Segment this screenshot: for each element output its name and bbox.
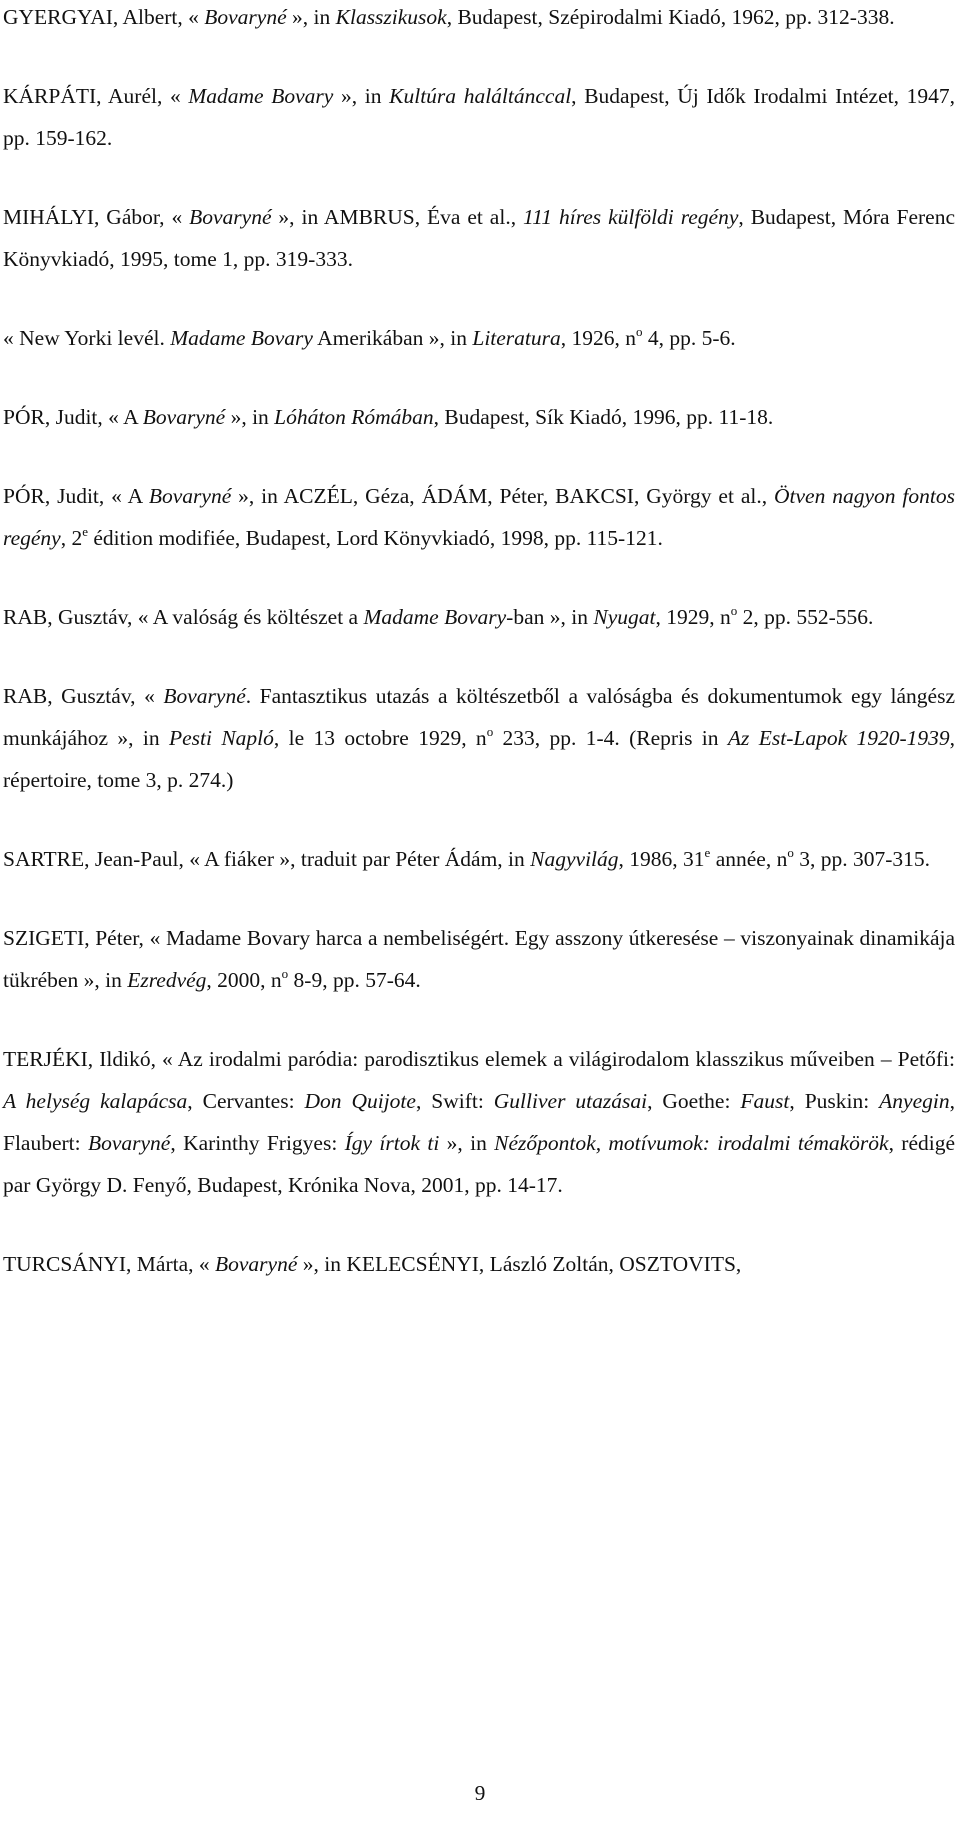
- entry-text: GYERGYAI, Albert, «: [3, 5, 205, 29]
- entry-text: , 1986, 31: [618, 847, 705, 871]
- superscript-text: o: [486, 724, 494, 739]
- entry-text: , rédigé par György D. Fenyő, Budapest, Krónika Nova, 2001, pp. 14-17.: [3, 1131, 956, 1197]
- entry-text: KÁRPÁTI, Aurél, «: [3, 84, 189, 108]
- entry-text: , Karinthy Frigyes:: [170, 1131, 345, 1155]
- italic-title: Nyugat: [593, 605, 656, 629]
- entry-text: , 2000, n: [206, 968, 282, 992]
- entry-text: « New Yorki levél.: [3, 326, 171, 350]
- italic-title: Pesti Napló: [169, 726, 274, 750]
- italic-title: A helység kalapácsa: [3, 1089, 188, 1113]
- italic-title: Nagyvilág: [530, 847, 619, 871]
- entry-text: TERJÉKI, Ildikó, « Az irodalmi paródia: parodisztikus elemek a világirodalom klasszikus műveiben – Petőfi:: [3, 1047, 955, 1071]
- entry-text: », in: [225, 405, 275, 429]
- italic-title: Bovaryné: [163, 684, 246, 708]
- italic-title: Bovaryné: [204, 5, 287, 29]
- bibliography-entry: [3, 75, 955, 159]
- italic-title: Klasszikusok: [335, 5, 447, 29]
- italic-title: Literatura: [472, 326, 561, 350]
- bibliography-entry: [3, 396, 955, 438]
- entry-text: , le 13 octobre 1929, n: [273, 726, 487, 750]
- entry-text: RAB, Gusztáv, « A valóság és költészet a: [3, 605, 364, 629]
- entry-text: , 1926, n: [560, 326, 637, 350]
- italic-title: Bovaryné: [148, 484, 232, 508]
- bibliography-entry: [3, 917, 955, 1001]
- entry-text: . Fantasztikus utazás a költészetből a valóságba és dokumentumok egy lángész munkájához », in: [3, 684, 955, 750]
- bibliography-entry: [3, 317, 955, 359]
- bibliography-entry: [3, 596, 955, 638]
- bibliography-entry: [3, 196, 955, 280]
- superscript-text: o: [787, 845, 794, 860]
- italic-title: Madame Bovary: [363, 605, 507, 629]
- italic-title: Így írtok ti: [344, 1131, 440, 1155]
- page-number: 9: [474, 1781, 486, 1805]
- entry-text: PÓR, Judit, « A: [3, 484, 149, 508]
- entry-text: -ban », in: [506, 605, 594, 629]
- superscript-text: e: [704, 845, 711, 860]
- entry-text: 8-9, pp. 57-64.: [288, 968, 421, 992]
- italic-title: Bovaryné: [87, 1131, 171, 1155]
- entry-text: 3, pp. 307-315.: [793, 847, 930, 871]
- italic-title: 111 híres külföldi regény: [523, 205, 739, 229]
- superscript-text: o: [636, 324, 643, 339]
- bibliography-entry: [3, 0, 955, 38]
- bibliography-entry: [3, 675, 955, 801]
- entry-text: », in KELECSÉNYI, László Zoltán, OSZTOVITS,: [297, 1252, 742, 1276]
- bibliography-list: [3, 0, 955, 1322]
- entry-text: , Goethe:: [647, 1089, 741, 1113]
- superscript-text: e: [82, 524, 88, 539]
- entry-text: , Swift:: [415, 1089, 494, 1113]
- bibliography-entry: [3, 1038, 955, 1206]
- entry-text: , Budapest, Móra Ferenc Könyvkiadó, 1995, tome 1, pp. 319-333.: [3, 205, 955, 271]
- italic-title: Kultúra haláltánccal: [389, 84, 572, 108]
- italic-title: Nézőpontok, motívumok: irodalmi témakörök: [494, 1131, 889, 1155]
- italic-title: Madame Bovary: [170, 326, 313, 350]
- italic-title: Faust: [740, 1089, 790, 1113]
- entry-text: TURCSÁNYI, Márta, «: [3, 1252, 215, 1276]
- italic-title: Gulliver utazásai: [493, 1089, 648, 1113]
- entry-text: MIHÁLYI, Gábor, «: [3, 205, 190, 229]
- entry-text: », in: [333, 84, 390, 108]
- italic-title: Az Est-Lapok 1920-1939: [727, 726, 950, 750]
- italic-title: Lóháton Rómában: [274, 405, 434, 429]
- superscript-text: o: [281, 966, 289, 981]
- entry-text: , Puskin:: [789, 1089, 880, 1113]
- entry-text: , Budapest, Sík Kiadó, 1996, pp. 11-18.: [433, 405, 774, 429]
- bibliography-entry: [3, 1243, 955, 1285]
- entry-text: », in: [286, 5, 336, 29]
- italic-title: Ötven nagyon fontos regény: [3, 484, 955, 550]
- entry-text: », in AMBRUS, Éva et al.,: [271, 205, 523, 229]
- entry-text: , Flaubert:: [3, 1089, 955, 1155]
- entry-text: année, n: [710, 847, 788, 871]
- italic-title: Bovaryné: [142, 405, 226, 429]
- italic-title: Bovaryné: [189, 205, 272, 229]
- italic-title: Don Quijote: [304, 1089, 416, 1113]
- entry-text: 4, pp. 5-6.: [642, 326, 736, 350]
- entry-text: , Budapest, Szépirodalmi Kiadó, 1962, pp. 312-338.: [446, 5, 895, 29]
- entry-text: 2, pp. 552-556.: [737, 605, 874, 629]
- entry-text: Amerikában », in: [312, 326, 473, 350]
- entry-text: », in ACZÉL, Géza, ÁDÁM, Péter, BAKCSI, György et al.,: [231, 484, 775, 508]
- italic-title: Madame Bovary: [188, 84, 334, 108]
- entry-text: SARTRE, Jean-Paul, « A fiáker », traduit par Péter Ádám, in: [3, 847, 531, 871]
- entry-text: 233, pp. 1-4. (Repris in: [493, 726, 728, 750]
- entry-text: SZIGETI, Péter, « Madame Bovary harca a nembeliségért. Egy asszony útkeresése – viszonyainak dinamikája tükrében », in: [3, 926, 955, 992]
- bibliography-entry: [3, 838, 955, 880]
- entry-text: », in: [439, 1131, 495, 1155]
- entry-text: édition modifiée, Budapest, Lord Könyvkiadó, 1998, pp. 115-121.: [87, 526, 663, 550]
- entry-text: RAB, Gusztáv, «: [3, 684, 164, 708]
- entry-text: , répertoire, tome 3, p. 274.): [3, 726, 956, 792]
- italic-title: Anyegin: [879, 1089, 950, 1113]
- entry-text: , Cervantes:: [187, 1089, 305, 1113]
- superscript-text: o: [730, 603, 738, 618]
- entry-text: PÓR, Judit, « A: [3, 405, 143, 429]
- italic-title: Ezredvég: [127, 968, 207, 992]
- entry-text: , Budapest, Új Idők Irodalmi Intézet, 1947, pp. 159-162.: [3, 84, 955, 150]
- bibliography-entry: [3, 475, 955, 559]
- entry-text: , 1929, n: [655, 605, 731, 629]
- entry-text: , 2: [60, 526, 83, 550]
- italic-title: Bovaryné: [215, 1252, 298, 1276]
